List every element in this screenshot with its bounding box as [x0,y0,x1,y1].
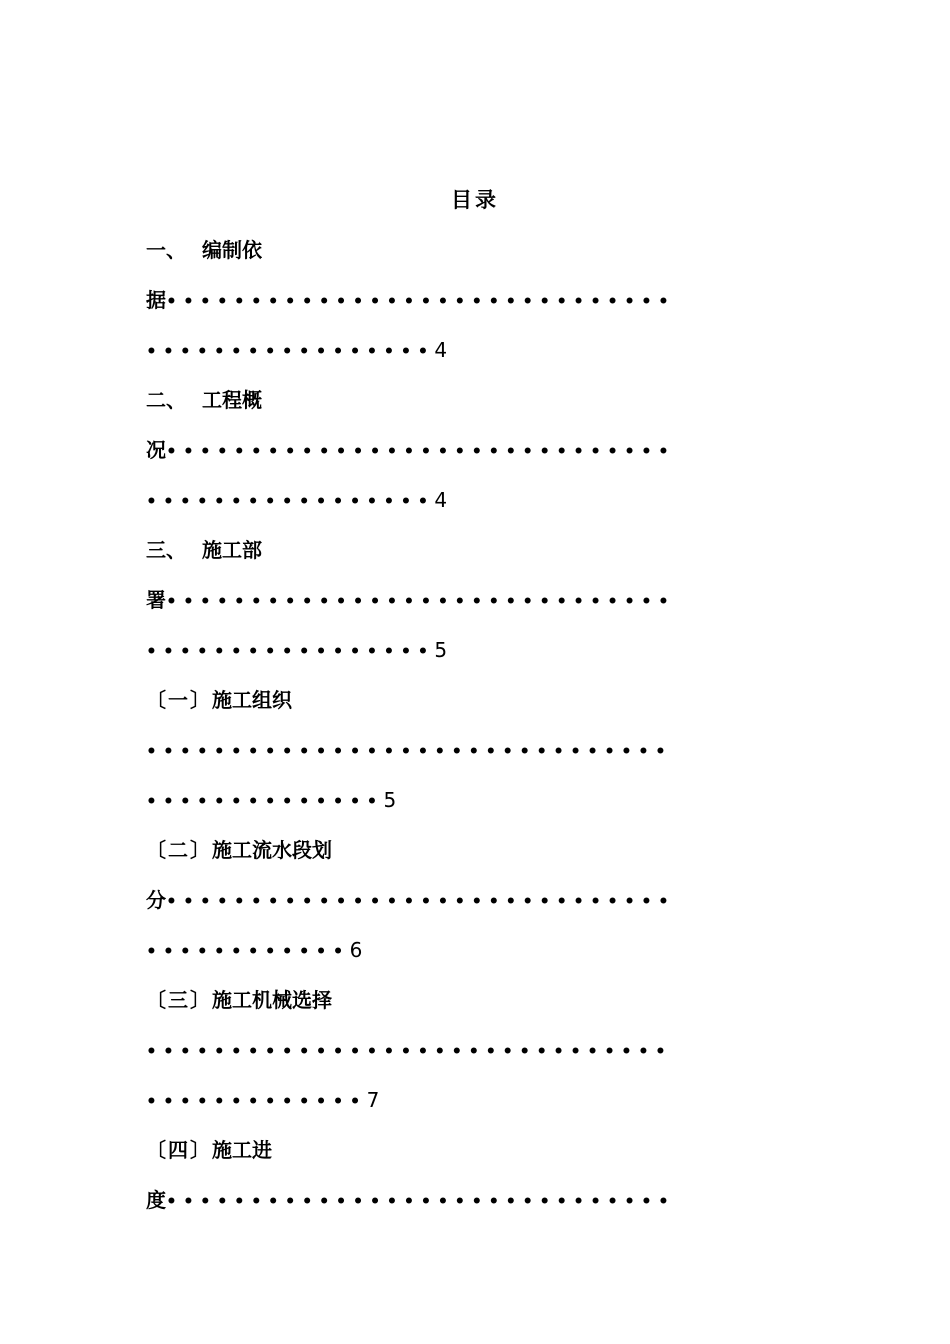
toc-entry-heading [146,230,806,280]
dot-leader: ••••••••••••••••• [146,492,435,512]
toc-entry-heading [146,530,806,580]
toc-entry-label: 工程概 [202,388,262,412]
toc-entry-leader [146,280,806,330]
toc-entry-label-tail: 署 [146,588,166,612]
toc-entry-leader [146,780,806,830]
dot-leader: •••••••••••••••••••••••••••••• [166,292,675,312]
toc-entry-label-tail: 况 [146,438,166,462]
toc-entry-leader [146,930,806,980]
toc-entry-leader [146,430,806,480]
toc-entry-leader [146,630,806,680]
toc-entry-number: 二、 [146,388,186,412]
dot-leader: ••••••••••••••••••••••••••••••• [146,742,672,762]
toc-entry-label-tail: 分 [146,888,166,912]
dot-leader: •••••••••••••••••••••••••••••• [166,1192,675,1212]
toc-entry-heading [146,380,806,430]
dot-leader: •••••••••••••••••••••••••••••• [166,442,675,462]
dot-leader: •••••••••••••• [146,792,384,812]
dot-leader: •••••••••••••••••••••••••••••• [166,592,675,612]
dot-leader: ••••••••••••••••• [146,342,435,362]
toc-entry-number: 〔一〕 [146,688,212,712]
toc-entry-label-tail: 度 [146,1188,166,1212]
toc-entry-label: 编制依 [202,238,262,262]
toc-entry-label: 施工部 [202,538,262,562]
dot-leader: •••••••••••• [146,942,350,962]
dot-leader: •••••••••••••••••••••••••••••• [166,892,675,912]
toc-entry-heading [146,680,806,730]
toc-entry-leader [146,480,806,530]
toc-page-number: 7 [366,1088,380,1112]
toc-page-number: 5 [383,788,397,812]
toc-entry-heading [146,980,806,1030]
toc-page-number: 5 [434,638,448,662]
toc-entry-heading [146,1130,806,1180]
toc-entry-label: 施工流水段划 [212,838,332,862]
toc-entry-number: 〔三〕 [146,988,212,1012]
toc-entry-number: 〔四〕 [146,1138,212,1162]
toc-entry-label: 施工组织 [212,688,292,712]
toc-entry-number: 一、 [146,238,186,262]
dot-leader: ••••••••••••••••• [146,642,435,662]
toc-page-number: 4 [434,488,448,512]
toc-page-number: 6 [349,938,363,962]
dot-leader: ••••••••••••• [146,1092,367,1112]
toc-entry-heading [146,830,806,880]
dot-leader: ••••••••••••••••••••••••••••••• [146,1042,672,1062]
table-of-contents [146,230,806,1230]
toc-entry-leader [146,330,806,380]
toc-entry-label: 施工机械选择 [212,988,332,1012]
toc-entry-number: 〔二〕 [146,838,212,862]
toc-entry-leader [146,1030,806,1080]
toc-entry-leader [146,1180,806,1230]
toc-entry-number: 三、 [146,538,186,562]
toc-title: 目录 [451,188,499,212]
toc-entry-label: 施工进 [212,1138,272,1162]
toc-entry-leader [146,580,806,630]
toc-page-number: 4 [434,338,448,362]
toc-entry-label-tail: 据 [146,288,166,312]
toc-entry-leader [146,730,806,780]
toc-entry-leader [146,880,806,930]
toc-entry-leader [146,1080,806,1130]
